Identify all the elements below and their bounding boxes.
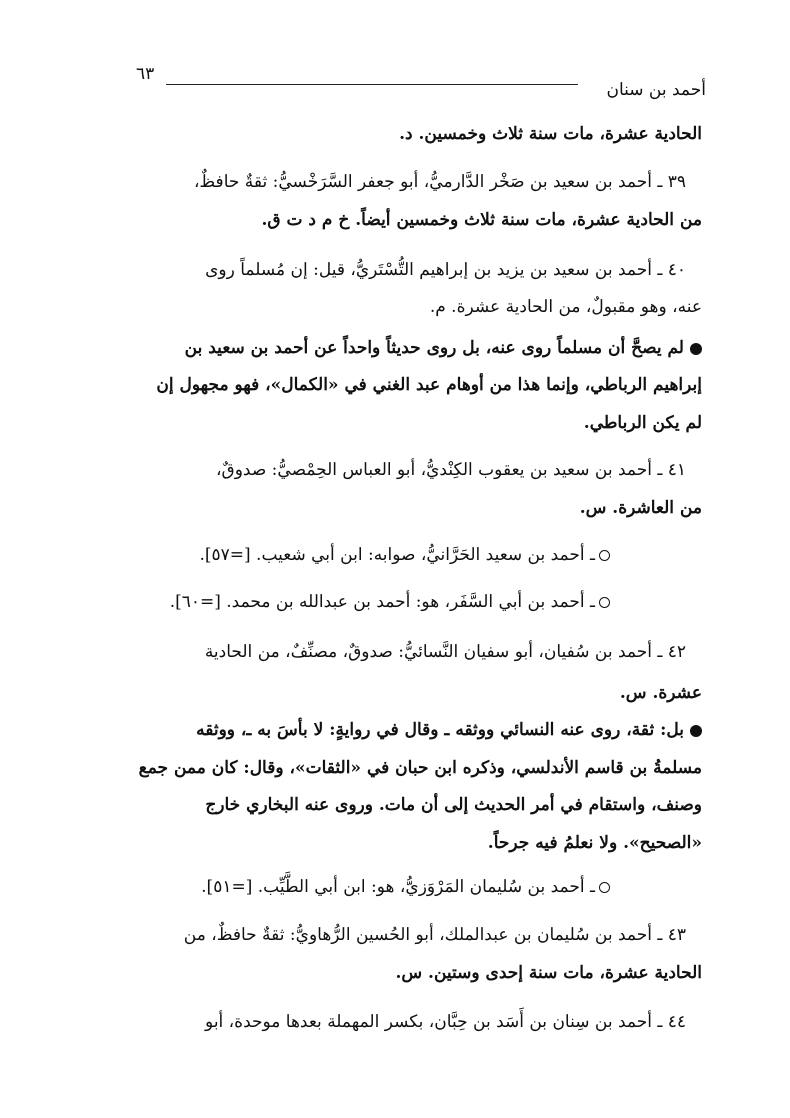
- circle-icon: [599, 882, 610, 893]
- text-line: إبراهيم الرباطي، وإنما هذا من أوهام عبد الغني في «الكمال»، فهو مجهول إن: [156, 375, 702, 395]
- entry-43: ٤٣ ـ أحمد بن سُليمان بن عبدالملك، أبو الحُسين الرُّهاويُّ: ثقةٌ حافظٌ، من: [183, 925, 686, 945]
- running-head: أحمد بن سنان: [606, 80, 706, 100]
- text-line: من العاشرة. س.: [579, 498, 702, 518]
- page-header: [136, 64, 706, 104]
- text-line: عشرة. س.: [619, 683, 702, 703]
- circle-icon: [599, 550, 610, 561]
- bullet-icon: [690, 343, 702, 355]
- circle-icon: [599, 597, 610, 608]
- text-line: من الحادية عشرة، مات سنة ثلاث وخمسين أيضاً. خ م د ت ق.: [261, 210, 702, 230]
- page-number: ٦٣: [136, 64, 155, 84]
- text-line: مسلمةُ بن قاسم الأندلسي، وذكره ابن حبان في «الثقات»، وقال: كان ممن جمع: [138, 758, 702, 778]
- note-line: لم يصحَّ أن مسلماً روى عنه، بل روى حديثاً واحداً عن أحمد بن سعيد بن: [185, 336, 702, 360]
- entry-40: ٤٠ ـ أحمد بن سعيد بن يزيد بن إبراهيم التُّسْتَريُّ، قيل: إن مُسلماً روى: [205, 260, 686, 280]
- entry-39: ٣٩ ـ أحمد بن سعيد بن صَخْر الدَّارميُّ، أبو جعفر السَّرَخْسيُّ: ثقةٌ حافظٌ،: [193, 172, 686, 192]
- entry-44: ٤٤ ـ أحمد بن سِنان بن أَسَد بن حِبَّان، بكسر المهملة بعدها موحدة، أبو: [205, 1012, 686, 1032]
- text-line: «الصحيح». ولا نعلمُ فيه جرحاً.: [487, 833, 702, 853]
- entry-41: ٤١ ـ أحمد بن سعيد بن يعقوب الكِنْديُّ، أبو العباس الحِمْصيُّ: صدوقٌ،: [216, 460, 686, 480]
- text-line: الحادية عشرة، مات سنة ثلاث وخمسين. د.: [399, 124, 702, 144]
- bullet-icon: [690, 725, 702, 737]
- text-line: لم يكن الرباطي.: [583, 413, 702, 433]
- cross-reference: ـ أحمد بن أبي السَّفَر، هو: أحمد بن عبدالله بن محمد. [=٦٠].: [170, 590, 610, 614]
- text-line: الحادية عشرة، مات سنة إحدى وستين. س.: [395, 963, 702, 983]
- text-line: عنه، وهو مقبولٌ، من الحادية عشرة. م.: [429, 297, 702, 317]
- entry-42: ٤٢ ـ أحمد بن سُفيان، أبو سفيان النَّسائيُّ: صدوقٌ، مصنِّفٌ، من الحادية: [204, 642, 686, 662]
- cross-reference: ـ أحمد بن سعيد الحَرَّانيُّ، صوابه: ابن أبي شعيب. [=٥٧].: [199, 543, 610, 567]
- note-line: بل: ثقة، روى عنه النسائي ووثقه ـ وقال في روايةٍ: لا بأسَ به ـ، ووثقه: [196, 718, 702, 742]
- text-line: وصنف، واستقام في أمر الحديث إلى أن مات. وروى عنه البخاري خارج: [205, 795, 702, 815]
- cross-reference: ـ أحمد بن سُليمان المَرْوَزيُّ، هو: ابن أبي الطَّيِّب. [=٥١].: [201, 875, 610, 899]
- header-rule: [166, 84, 578, 85]
